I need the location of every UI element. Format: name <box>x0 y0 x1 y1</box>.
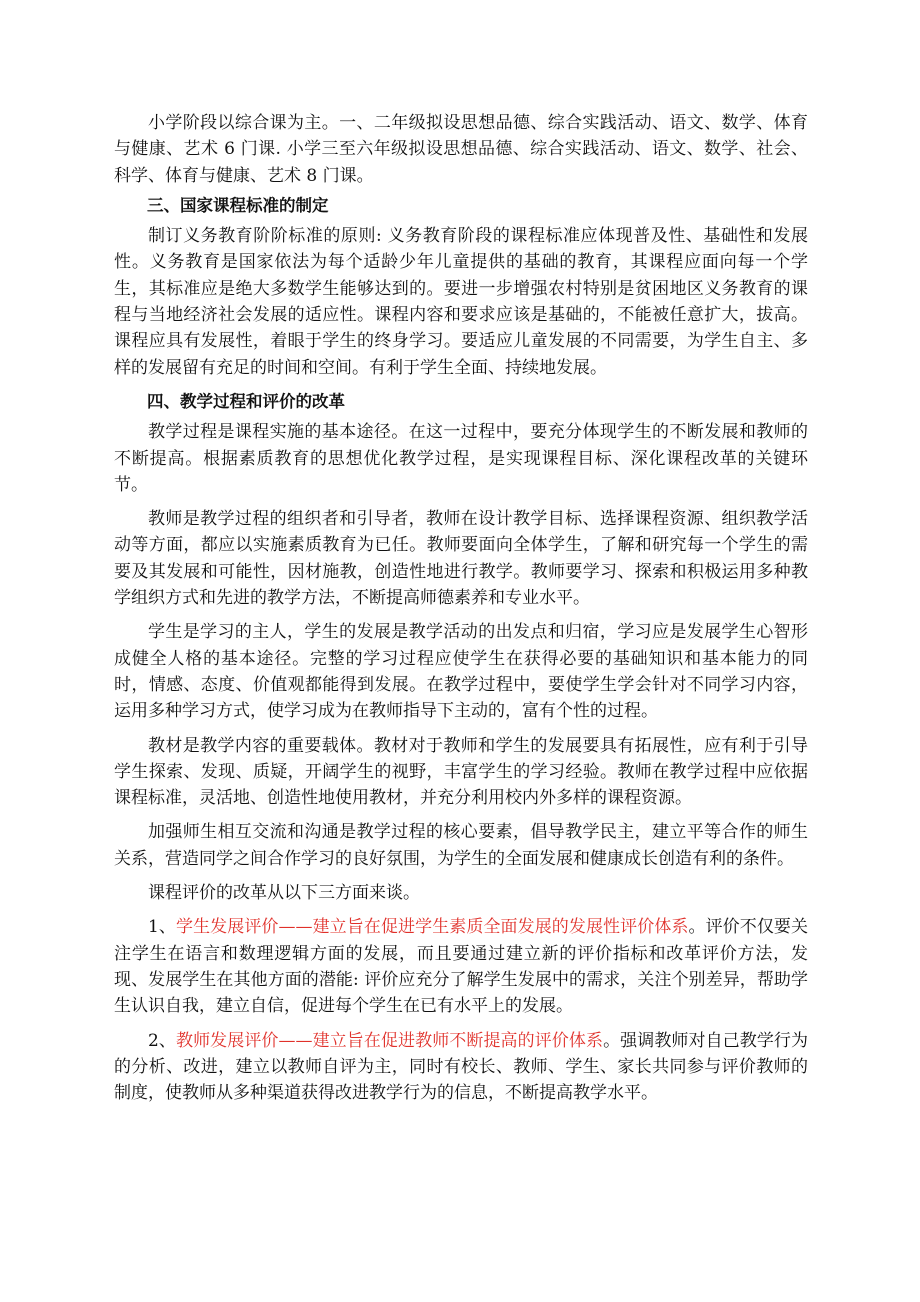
item-number: 2、 <box>148 1030 176 1051</box>
heading-section-4: 四、教学过程和评价的改革 <box>147 391 345 411</box>
item-body: 。强调教师对自己教学行为的分析、改进，建立以教师自评为主，同时有校长、教师、学生、家长共同参与评价教师的制度，使教师从多种渠道获得改进教学行为的信息，不断提高教学水平。 <box>114 1030 809 1104</box>
highlighted-heading: 教师发展评价——建立旨在促进教师不断提高的评价体系 <box>176 1030 604 1051</box>
document-page <box>114 110 808 1114</box>
paragraph-curriculum-standards: 制订义务教育阶阶标准的原则: 义务教育阶段的课程标准应体现普及性、基础性和发展性。义务教育是国家依法为每个适龄少年儿童提供的基础的教育，其课程应面向每一个学生，其标准应是绝大多数学生能够达到的。要进一步增强农村特别是贫困地区义务教育的课程与当地经济社会发展的适应性。课程内容和要求应该是基础的，不能被任意扩大，拔高。课程应具有发展性，着眼于学生的终身学习。要适应儿童发展的不同需要，为学生自主、多样的发展留有充足的时间和空间。有利于学生全面、持续地发展。 <box>114 226 808 378</box>
highlighted-heading: 学生发展评价——建立旨在促进学生素质全面发展的发展性评价体系 <box>176 917 689 938</box>
item-number: 1、 <box>148 917 176 938</box>
paragraph-evaluation-intro: 课程评价的改革从以下三方面来谈。 <box>148 883 420 904</box>
paragraph-student-evaluation <box>114 914 808 1019</box>
paragraph-teaching-process: 教学过程是课程实施的基本途径。在这一过程中，要充分体现学生的不断发展和教师的不断提高。根据素质教育的思想优化教学过程，是实现课程目标、深化课程改革的关键环节。 <box>114 422 808 495</box>
heading-section-3: 三、国家课程标准的制定 <box>147 195 329 215</box>
paragraph-teacher-evaluation <box>114 1028 808 1107</box>
paragraph-teacher-role: 教师是教学过程的组织者和引导者，教师在设计教学目标、选择课程资源、组织教学活动等方面，都应以实施素质教育为已任。教师要面向全体学生，了解和研究每一个学生的需要及其发展和可能性，因材施教，创造性地进行教学。教师要学习、探索和积极运用多种教学组织方式和先进的教学方法，不断提高师德素养和专业水平。 <box>114 509 808 609</box>
paragraph-student-role: 学生是学习的主人，学生的发展是教学活动的出发点和归宿，学习应是发展学生心智形成健全人格的基本途径。完整的学习过程应使学生在获得必要的基础知识和基本能力的同时，情感、态度、价值观都能得到发展。在教学过程中，要使学生学会针对不同学习内容，运用多种学习方式，使学习成为在教师指导下主动的，富有个性的过程。 <box>114 622 808 722</box>
paragraph-textbook: 教材是教学内容的重要载体。教材对于教师和学生的发展要具有拓展性，应有利于引导学生探索、发现、质疑，开阔学生的视野，丰富学生的学习经验。教师在教学过程中应依据课程标准，灵活地、创造性地使用教材，并充分利用校内外多样的课程资源。 <box>114 735 808 809</box>
item-body: 。评价不仅要关注学生在语言和数理逻辑方面的发展，而且要通过建立新的评价指标和改革评价方法，发现、发展学生在其他方面的潜能: 评价应充分了解学生发展中的需求，关注个别差异，帮助学生认识自我，建立自信，促进每个学生在已有水平上的发展。 <box>114 917 809 1017</box>
paragraph-primary-courses: 小学阶段以综合课为主。一、二年级拟设思想品德、综合实践活动、语文、数学、体育与健康、艺术 6 门课. 小学三至六年级拟设思想品德、综合实践活动、语文、数学、社会、科学、体育与健康、艺术 8 门课。 <box>114 113 808 186</box>
paragraph-communication: 加强师生相互交流和沟通是教学过程的核心要素，倡导教学民主，建立平等合作的师生关系，营造同学之间合作学习的良好氛围，为学生的全面发展和健康成长创造有利的条件。 <box>114 822 808 869</box>
